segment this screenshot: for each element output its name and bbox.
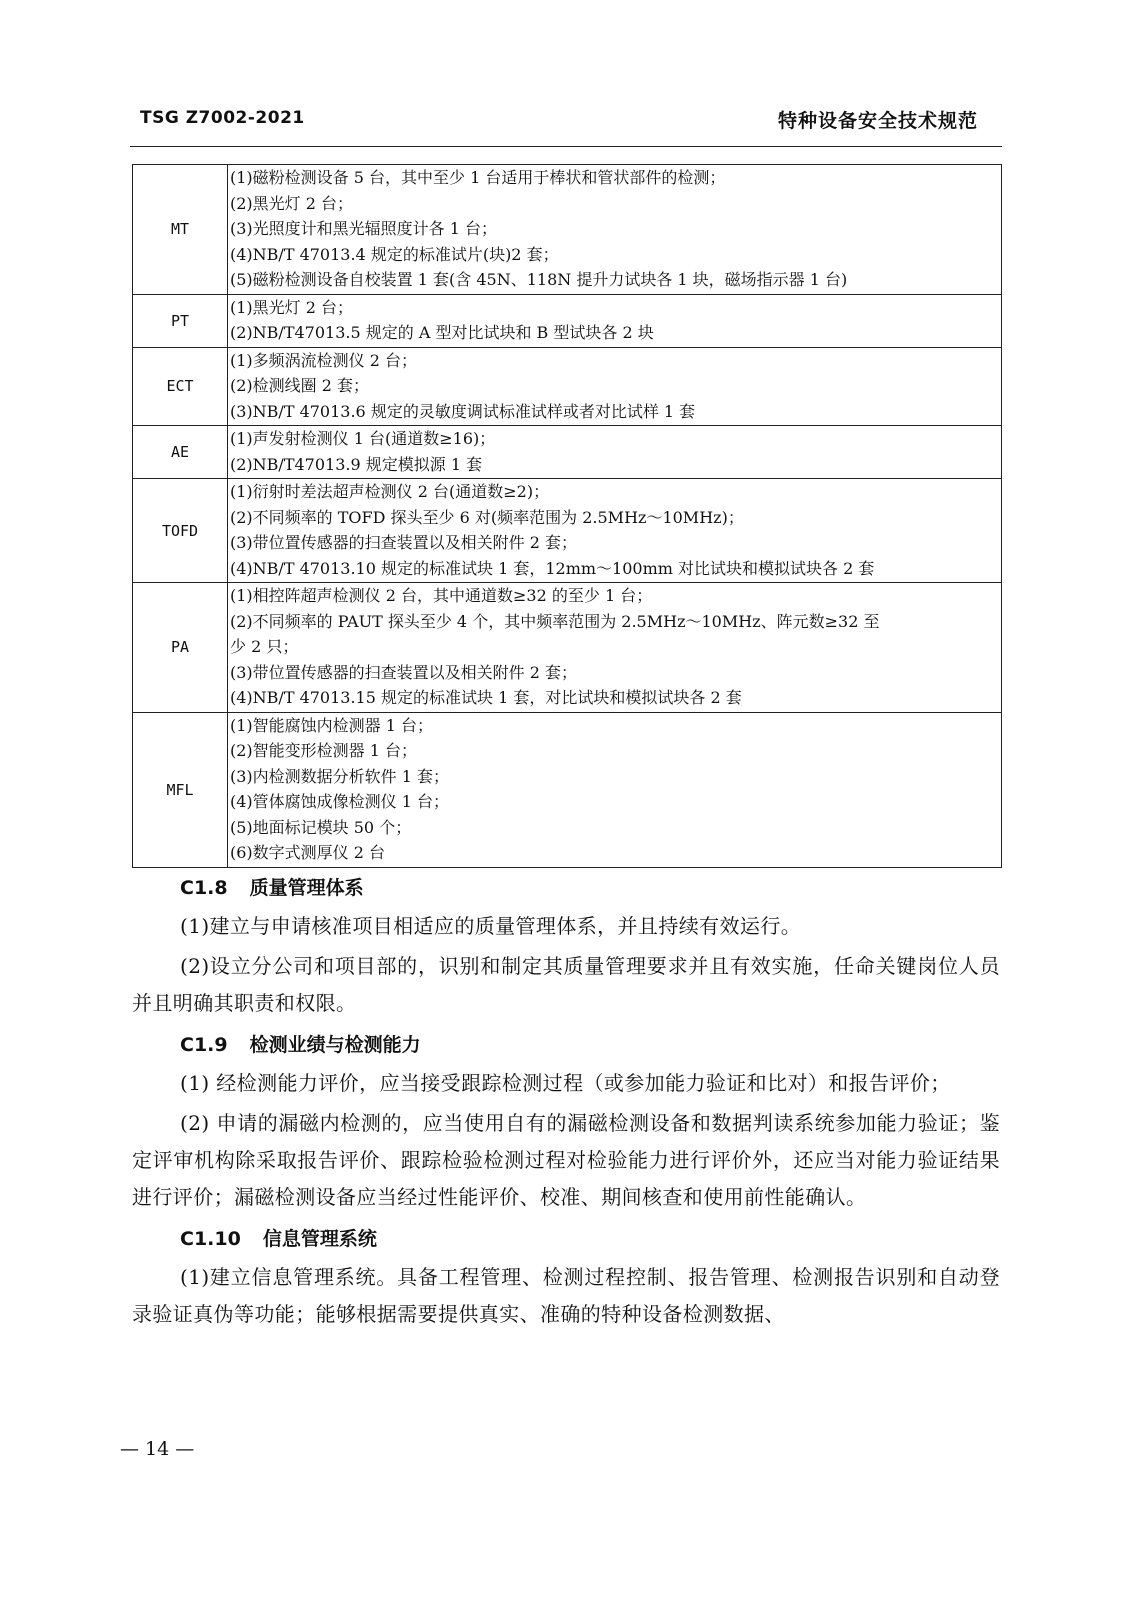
table-row bbox=[133, 426, 1002, 479]
section-title: 信息管理系统 bbox=[262, 1228, 377, 1250]
method-cell: ECT bbox=[133, 347, 228, 426]
section-heading bbox=[132, 1025, 1000, 1065]
equipment-item: (1)黑光灯 2 台； bbox=[230, 297, 354, 317]
equipment-cell bbox=[228, 479, 1002, 583]
equipment-cell bbox=[228, 294, 1002, 347]
method-cell: MT bbox=[133, 165, 228, 295]
paragraph: (1) 经检测能力评价，应当接受跟踪检测过程（或参加能力验证和比对）和报告评价； bbox=[180, 1071, 951, 1095]
page-number: — 14 — bbox=[120, 1438, 195, 1460]
equipment-item: (1)多频涡流检测仪 2 台； bbox=[230, 350, 418, 370]
equipment-item: (2)NB/T47013.9 规定模拟源 1 套 bbox=[230, 454, 483, 474]
equipment-item: (4)NB/T 47013.10 规定的标准试块 1 套，12mm～100mm 对比试块和模拟试块各 2 套 bbox=[230, 558, 875, 578]
section-number: C1.10 bbox=[180, 1228, 241, 1250]
method-cell: MFL bbox=[133, 712, 228, 867]
section-heading bbox=[132, 868, 1000, 908]
equipment-item: (2)智能变形检测器 1 台； bbox=[230, 741, 418, 760]
table-row bbox=[133, 347, 1002, 426]
equipment-item: (4)NB/T 47013.15 规定的标准试块 1 套，对比试块和模拟试块各 2 套 bbox=[230, 688, 742, 707]
equipment-item: (2)不同频率的 TOFD 探头至少 6 对(频率范围为 2.5MHz～10MHz)； bbox=[230, 507, 744, 527]
equipment-item: (1)相控阵超声检测仪 2 台，其中通道数≥32 的至少 1 台； bbox=[230, 586, 653, 605]
paragraph: (2) 申请的漏磁内检测的，应当使用自有的漏磁检测设备和数据判读系统参加能力验证；鉴定评审机构除采取报告评价、跟踪检验检测过程对检验能力进行评价外，还应当对能力验证结果进行评价；漏磁检测设备应当经过性能评价、校准、期间核查和使用前性能确认。 bbox=[132, 1111, 1000, 1209]
equipment-item: (2)黑光灯 2 台； bbox=[230, 193, 354, 213]
table-row bbox=[133, 712, 1002, 867]
table-row bbox=[133, 479, 1002, 583]
equipment-cell bbox=[228, 426, 1002, 479]
equipment-item: (1)衍射时差法超声检测仪 2 台(通道数≥2)； bbox=[230, 482, 550, 501]
paragraph: (1)建立与申请核准项目相适应的质量管理体系，并且持续有效运行。 bbox=[180, 914, 802, 938]
equipment-item: (2)检测线圈 2 套； bbox=[230, 376, 370, 395]
equipment-item: (3)带位置传感器的扫查装置以及相关附件 2 套； bbox=[230, 662, 578, 682]
table-row bbox=[133, 294, 1002, 347]
equipment-item: (4)管体腐蚀成像检测仪 1 台； bbox=[230, 792, 450, 811]
equipment-cell bbox=[228, 165, 1002, 295]
table-row bbox=[133, 583, 1002, 713]
equipment-cell bbox=[228, 583, 1002, 713]
section-number: C1.9 bbox=[180, 1034, 228, 1056]
method-cell: AE bbox=[133, 426, 228, 479]
equipment-item: (5)磁粉检测设备自校装置 1 套(含 45N、118N 提升力试块各 1 块，磁场指示器 1 台) bbox=[230, 270, 848, 289]
equipment-cell bbox=[228, 347, 1002, 426]
equipment-item: (3)带位置传感器的扫查装置以及相关附件 2 套； bbox=[230, 533, 578, 552]
section-title: 质量管理体系 bbox=[249, 877, 364, 899]
equipment-item: (3)光照度计和黑光辐照度计各 1 台； bbox=[230, 219, 498, 238]
equipment-item: (6)数字式测厚仪 2 台 bbox=[230, 843, 386, 862]
section-heading bbox=[132, 1219, 1000, 1259]
document-series-title: 特种设备安全技术规范 bbox=[777, 110, 978, 132]
document-code: TSG Z7002-2021 bbox=[140, 108, 305, 128]
equipment-item: (3)内检测数据分析软件 1 套； bbox=[230, 766, 450, 786]
equipment-item: (5)地面标记模块 50 个； bbox=[230, 817, 412, 837]
paragraph: (2)设立分公司和项目部的，识别和制定其质量管理要求并且有效实施，任命关键岗位人员并且明确其职责和权限。 bbox=[132, 954, 1000, 1015]
equipment-item: (4)NB/T 47013.4 规定的标准试片(块)2 套； bbox=[230, 244, 559, 264]
paragraph: (1)建立信息管理系统。具备工程管理、检测过程控制、报告管理、检测报告识别和自动登录验证真伪等功能；能够根据需要提供真实、准确的特种设备检测数据、 bbox=[132, 1265, 1000, 1326]
equipment-table bbox=[132, 164, 1002, 868]
body-text bbox=[132, 868, 1000, 1336]
header-divider bbox=[130, 146, 1002, 147]
equipment-item: (1)磁粉检测设备 5 台，其中至少 1 台适用于棒状和管状部件的检测； bbox=[230, 168, 726, 187]
equipment-item: (2)不同频率的 PAUT 探头至少 4 个，其中频率范围为 2.5MHz～10MHz、阵元数≥32 至 bbox=[230, 611, 880, 631]
equipment-item: (1)声发射检测仪 1 台(通道数≥16)； bbox=[230, 429, 496, 448]
equipment-cell bbox=[228, 712, 1002, 867]
table-row bbox=[133, 165, 1002, 295]
section-number: C1.8 bbox=[180, 877, 228, 899]
equipment-item: (2)NB/T47013.5 规定的 A 型对比试块和 B 型试块各 2 块 bbox=[230, 323, 654, 342]
equipment-item: (3)NB/T 47013.6 规定的灵敏度调试标准试样或者对比试样 1 套 bbox=[230, 401, 696, 421]
method-cell: PA bbox=[133, 583, 228, 713]
equipment-item: 少 2 只； bbox=[230, 637, 299, 656]
section-title: 检测业绩与检测能力 bbox=[249, 1034, 421, 1056]
equipment-item: (1)智能腐蚀内检测器 1 台； bbox=[230, 715, 434, 735]
method-cell: TOFD bbox=[133, 479, 228, 583]
method-cell: PT bbox=[133, 294, 228, 347]
